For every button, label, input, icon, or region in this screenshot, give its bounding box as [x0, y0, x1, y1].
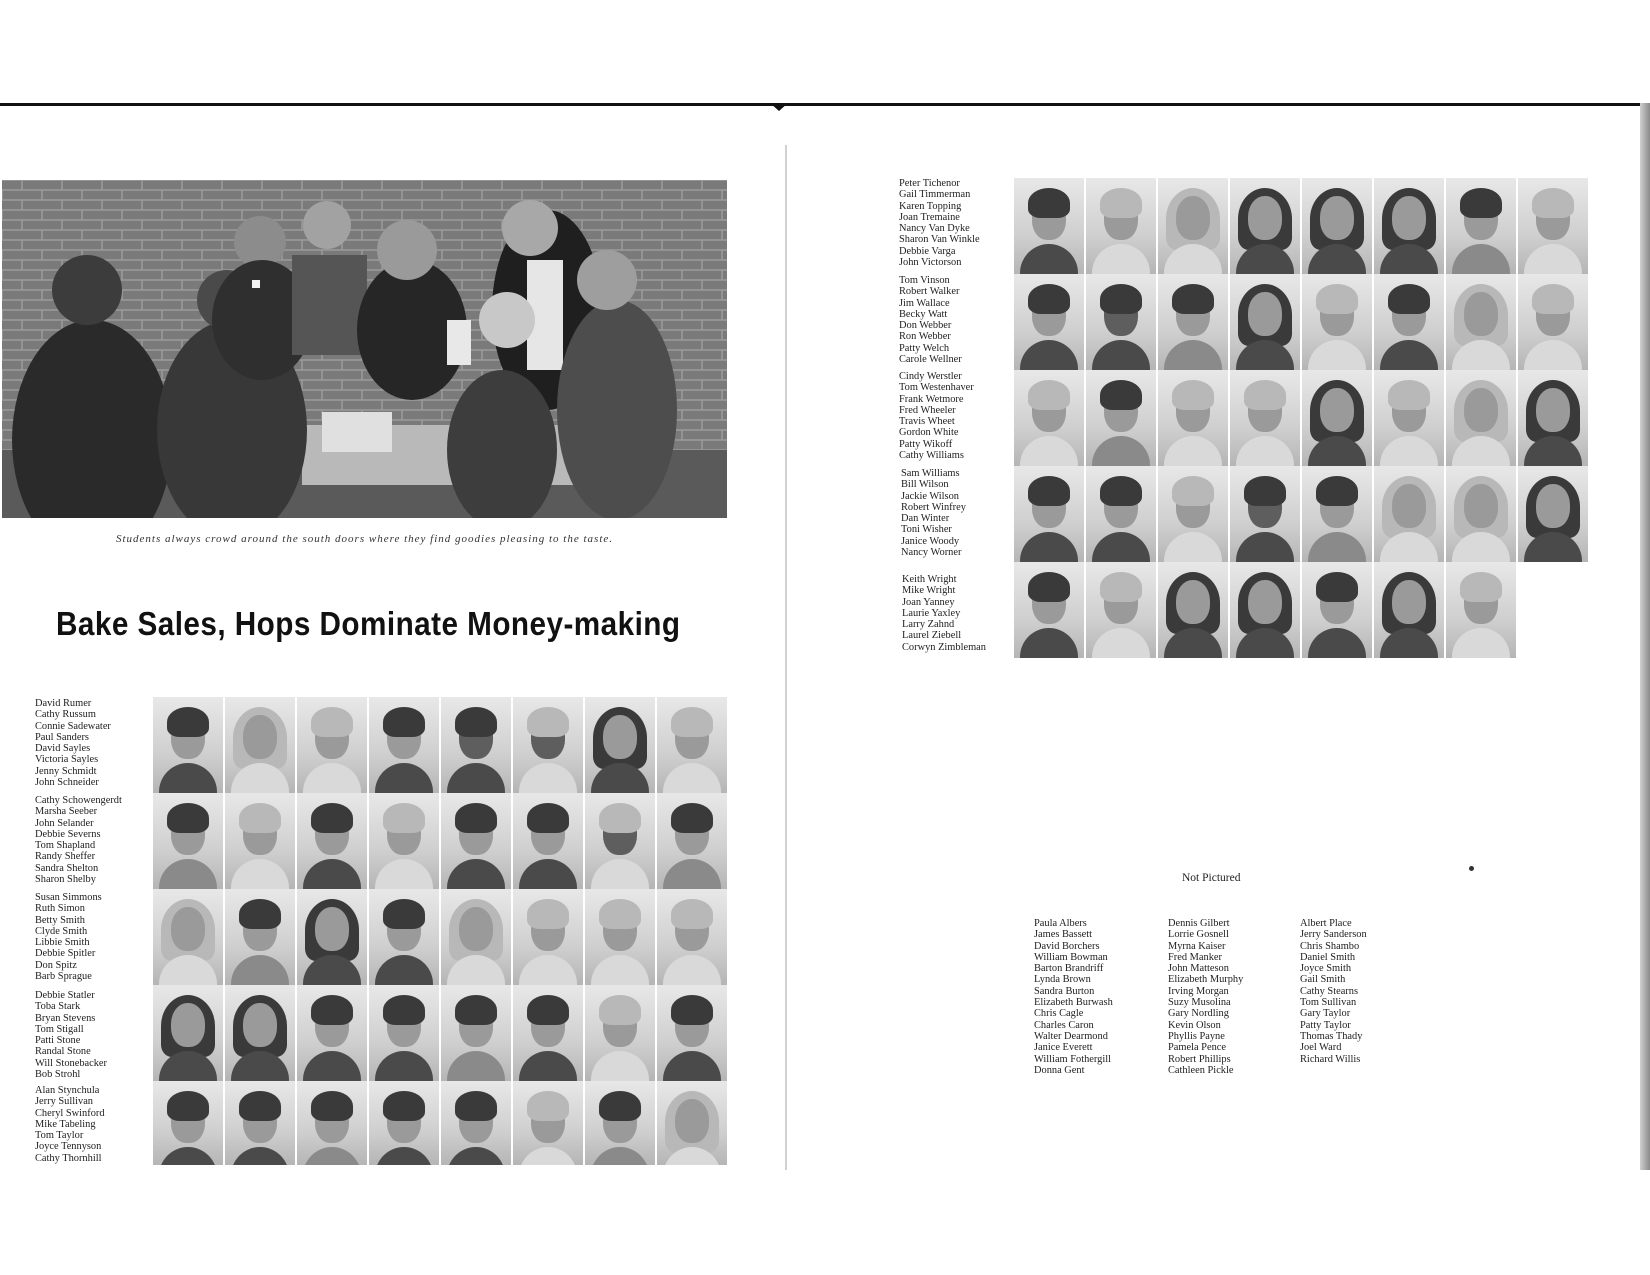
portrait [1302, 466, 1372, 562]
student-name: Nancy Van Dyke [899, 223, 970, 235]
student-name: Joyce Smith [1300, 963, 1352, 975]
student-name: Bob Strohl [35, 1069, 81, 1081]
student-name: John Selander [35, 817, 94, 829]
student-name: Lorrie Gosnell [1168, 929, 1229, 941]
student-name: Ron Webber [899, 331, 951, 343]
portrait [585, 1081, 655, 1165]
portrait [1518, 274, 1588, 370]
student-name: Gordon White [899, 427, 959, 439]
student-name: Pamela Pence [1168, 1042, 1226, 1054]
student-name: Paul Sanders [35, 731, 89, 743]
name-group [901, 468, 966, 558]
student-name: James Bassett [1034, 929, 1093, 941]
student-name: Clyde Smith [35, 925, 88, 937]
portrait [369, 793, 439, 889]
portrait-row [153, 793, 729, 889]
student-name: Susan Simmons [35, 892, 102, 903]
name-group [899, 371, 974, 461]
student-name: John Matteson [1168, 963, 1229, 975]
portrait [1518, 370, 1588, 466]
student-name: Frank Wetmore [899, 393, 964, 405]
student-name: Karen Topping [899, 200, 962, 212]
student-name: Gary Nordling [1168, 1008, 1229, 1020]
portrait-row [153, 985, 729, 1081]
portrait-row [1014, 562, 1518, 658]
portrait [297, 697, 367, 793]
student-name: Nancy Worner [901, 547, 962, 559]
portrait [441, 889, 511, 985]
portrait [657, 985, 727, 1081]
portrait [657, 1081, 727, 1165]
student-name: Laurie Yaxley [902, 607, 961, 619]
portrait [513, 985, 583, 1081]
student-name: Lynda Brown [1034, 974, 1091, 986]
student-name: Joan Yanney [902, 596, 955, 608]
portrait [1446, 370, 1516, 466]
student-name: Dan Winter [901, 513, 950, 525]
student-name: Becky Watt [899, 308, 948, 320]
portrait [1446, 274, 1516, 370]
portrait [153, 793, 223, 889]
portrait [1086, 274, 1156, 370]
student-name: Daniel Smith [1300, 951, 1356, 963]
student-name: Patti Stone [35, 1035, 81, 1047]
portrait [153, 889, 223, 985]
portrait [1014, 274, 1084, 370]
portrait [1446, 178, 1516, 274]
portrait [1446, 562, 1516, 658]
portrait [1518, 178, 1588, 274]
student-name: Suzy Musolina [1168, 997, 1231, 1009]
student-name: Janice Woody [901, 535, 960, 547]
not-pictured-column [1168, 918, 1243, 1076]
student-name: Toba Stark [35, 1001, 81, 1013]
portrait [1374, 274, 1444, 370]
portrait [297, 889, 367, 985]
student-name: Cathy Williams [899, 450, 964, 462]
portrait [153, 697, 223, 793]
student-name: John Victorson [899, 257, 962, 269]
student-name: Tom Vinson [899, 275, 950, 286]
student-name: Donna Gent [1034, 1064, 1085, 1076]
student-name: Cathy Stearns [1300, 985, 1359, 997]
not-pictured-column [1300, 918, 1367, 1065]
student-name: Joel Ward [1300, 1042, 1342, 1054]
student-name: Connie Sadewater [35, 720, 111, 732]
portrait [369, 1081, 439, 1165]
portrait [225, 1081, 295, 1165]
student-name: Myrna Kaiser [1168, 940, 1226, 952]
student-name: Janice Everett [1034, 1042, 1093, 1054]
portrait [369, 985, 439, 1081]
portrait [585, 889, 655, 985]
portrait [1014, 466, 1084, 562]
student-name: Irving Morgan [1168, 985, 1229, 997]
student-name: Elizabeth Murphy [1168, 974, 1244, 986]
student-name: Ruth Simon [35, 903, 85, 915]
student-name: Barton Brandriff [1034, 963, 1104, 975]
right-page [787, 0, 1650, 1275]
student-name: Sharon Van Winkle [899, 234, 980, 246]
print-speck [1469, 866, 1474, 871]
portrait-row [153, 1081, 729, 1165]
portrait-row [153, 697, 729, 793]
student-name: Cathy Russum [35, 709, 96, 721]
student-name: Will Stonebacker [35, 1057, 108, 1069]
portrait [1158, 274, 1228, 370]
portrait-row [1014, 466, 1590, 562]
student-name: Cathleen Pickle [1168, 1064, 1234, 1076]
student-name: Richard Willis [1300, 1053, 1361, 1065]
student-name: Thomas Thady [1300, 1030, 1363, 1042]
student-name: Sandra Burton [1034, 985, 1095, 997]
portrait [1374, 178, 1444, 274]
name-group [899, 178, 980, 268]
student-name: Charles Caron [1034, 1019, 1094, 1031]
student-name: Laurel Ziebell [902, 630, 962, 642]
portrait [1014, 370, 1084, 466]
student-name: Bill Wilson [901, 479, 949, 491]
portrait [441, 793, 511, 889]
portrait [441, 985, 511, 1081]
student-name: Mike Tabeling [35, 1118, 96, 1130]
not-pictured-column [1034, 918, 1113, 1076]
student-name: Gail Smith [1300, 974, 1346, 986]
portrait [1230, 370, 1300, 466]
portrait [1158, 466, 1228, 562]
portrait [1518, 466, 1588, 562]
portrait [1230, 562, 1300, 658]
student-name: Joan Tremaine [899, 211, 960, 223]
student-name: Fred Manker [1168, 951, 1222, 963]
student-name: Phyllis Payne [1168, 1030, 1225, 1042]
student-name: Patty Taylor [1300, 1019, 1351, 1031]
student-name: Tom Stigall [35, 1023, 84, 1035]
portrait [1230, 466, 1300, 562]
portrait [657, 889, 727, 985]
portrait [441, 1081, 511, 1165]
student-name: Debbie Spitler [35, 948, 96, 960]
name-group [35, 892, 102, 982]
student-name: Albert Place [1300, 918, 1352, 929]
student-name: Sandra Shelton [35, 862, 99, 874]
student-name: Debbie Severns [35, 828, 101, 840]
portrait [1302, 274, 1372, 370]
student-name: Betty Smith [35, 914, 85, 926]
portrait [1302, 562, 1372, 658]
student-name: Debbie Statler [35, 990, 95, 1001]
name-group [35, 990, 107, 1080]
portrait [1086, 370, 1156, 466]
student-name: Patty Wikoff [899, 438, 953, 450]
student-name: Fred Wheeler [899, 404, 956, 416]
student-name: David Sayles [35, 743, 91, 755]
student-name: Tom Westenhaver [899, 382, 974, 394]
student-name: Paula Albers [1034, 918, 1087, 929]
student-name: Jerry Sanderson [1300, 929, 1367, 941]
portrait [513, 793, 583, 889]
left-page [0, 0, 785, 1275]
student-name: Joyce Tennyson [35, 1141, 102, 1153]
student-name: Carole Wellner [899, 354, 962, 366]
portrait-row [1014, 178, 1590, 274]
student-name: Cindy Werstler [899, 371, 962, 382]
portrait [369, 697, 439, 793]
not-pictured-title: Not Pictured [1182, 872, 1241, 884]
portrait [225, 697, 295, 793]
portrait [1158, 370, 1228, 466]
portrait [153, 1081, 223, 1165]
student-name: John Schneider [35, 777, 99, 789]
portrait-row [1014, 370, 1590, 466]
student-name: Elizabeth Burwash [1034, 997, 1113, 1009]
portrait [1374, 562, 1444, 658]
student-name: Victoria Sayles [35, 754, 99, 766]
student-name: Don Webber [899, 320, 952, 332]
portrait [1158, 178, 1228, 274]
student-name: Travis Wheet [899, 416, 955, 428]
portrait [585, 985, 655, 1081]
name-group [35, 698, 111, 788]
student-name: Sam Williams [901, 468, 960, 479]
student-name: Cheryl Swinford [35, 1107, 105, 1119]
bake-sale-photo [2, 180, 727, 518]
student-name: Cathy Thornhill [35, 1152, 102, 1164]
name-group [35, 1085, 105, 1164]
portrait [1302, 178, 1372, 274]
portrait [1014, 562, 1084, 658]
portrait [225, 889, 295, 985]
name-group [902, 574, 986, 653]
student-name: Keith Wright [902, 574, 957, 585]
student-name: David Rumer [35, 698, 92, 709]
student-name: Tom Sullivan [1300, 997, 1357, 1009]
student-name: Walter Dearmond [1034, 1030, 1108, 1042]
portrait [1086, 466, 1156, 562]
student-name: Randy Sheffer [35, 851, 96, 863]
portrait [585, 697, 655, 793]
student-name: Toni Wisher [901, 524, 952, 536]
portrait [657, 793, 727, 889]
photo-caption: Students always crowd around the south doors where they find goodies pleasing to the taste. [115, 533, 614, 545]
portrait [225, 985, 295, 1081]
student-name: Gary Taylor [1300, 1008, 1351, 1020]
portrait [297, 1081, 367, 1165]
student-name: Cathy Schowengerdt [35, 795, 122, 806]
portrait [1086, 178, 1156, 274]
portrait [1230, 274, 1300, 370]
student-name: Tom Shapland [35, 840, 96, 852]
portrait [585, 793, 655, 889]
page-headline: Bake Sales, Hops Dominate Money-making [56, 605, 681, 642]
student-name: Barb Sprague [35, 971, 92, 983]
student-name: Kevin Olson [1168, 1019, 1221, 1031]
portrait [513, 1081, 583, 1165]
portrait [513, 697, 583, 793]
name-group [35, 795, 122, 885]
portrait [225, 793, 295, 889]
student-name: Marsha Seeber [35, 806, 98, 818]
student-name: Gail Timmerman [899, 189, 971, 201]
student-name: Randal Stone [35, 1046, 91, 1058]
student-name: Patty Welch [899, 342, 950, 354]
student-name: Robert Phillips [1168, 1053, 1231, 1065]
student-name: Mike Wright [902, 585, 956, 597]
student-name: William Fothergill [1034, 1053, 1112, 1065]
student-name: Debbie Varga [899, 245, 956, 257]
portrait [1158, 562, 1228, 658]
student-name: Larry Zahnd [902, 619, 955, 631]
portrait [513, 889, 583, 985]
student-name: Peter Tichenor [899, 178, 960, 189]
student-name: Jackie Wilson [901, 490, 959, 502]
portrait [1086, 562, 1156, 658]
student-name: Libbie Smith [35, 937, 90, 949]
name-group [899, 275, 962, 365]
student-name: Don Spitz [35, 959, 77, 971]
student-name: Chris Shambo [1300, 940, 1360, 952]
student-name: Sharon Shelby [35, 874, 96, 886]
student-name: Alan Stynchula [35, 1085, 100, 1096]
portrait [297, 985, 367, 1081]
portrait [1014, 178, 1084, 274]
portrait [1446, 466, 1516, 562]
portrait [1230, 178, 1300, 274]
student-name: Tom Taylor [35, 1130, 84, 1142]
student-name: Dennis Gilbert [1168, 918, 1230, 929]
portrait [657, 697, 727, 793]
portrait [153, 985, 223, 1081]
student-name: Corwyn Zimbleman [902, 641, 986, 653]
student-name: Jerry Sullivan [35, 1096, 94, 1108]
student-name: Robert Winfrey [901, 501, 966, 513]
student-name: Robert Walker [899, 286, 960, 298]
student-name: Jenny Schmidt [35, 765, 97, 777]
portrait-row [153, 889, 729, 985]
student-name: Jim Wallace [899, 297, 950, 309]
portrait [369, 889, 439, 985]
student-name: Bryan Stevens [35, 1012, 96, 1024]
portrait [297, 793, 367, 889]
student-name: William Bowman [1034, 951, 1108, 963]
portrait [1374, 466, 1444, 562]
portrait-row [1014, 274, 1590, 370]
portrait [1302, 370, 1372, 466]
student-name: Chris Cagle [1034, 1008, 1084, 1020]
portrait [1374, 370, 1444, 466]
student-name: David Borchers [1034, 940, 1100, 952]
portrait [441, 697, 511, 793]
